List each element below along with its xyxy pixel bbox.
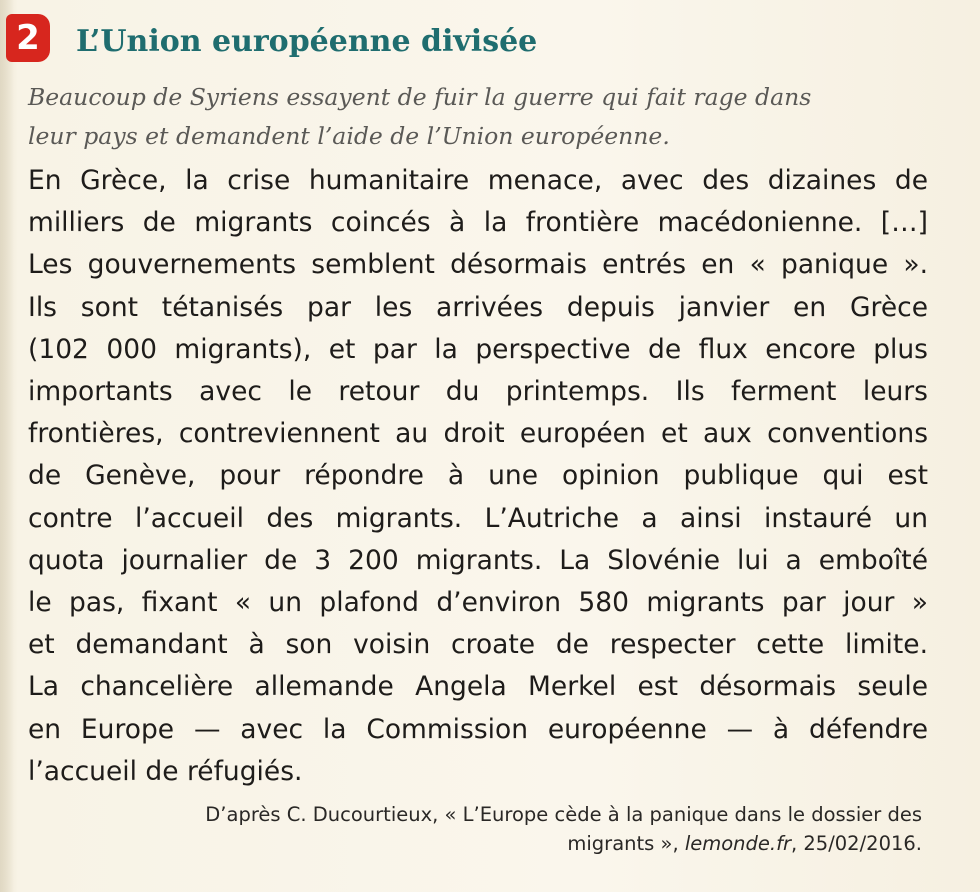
body-line: En Grèce, la crise humanitaire menace, avec des dizaines de — [28, 165, 928, 196]
body-line: en Europe — avec la Commission européenne — à défendre — [28, 713, 928, 745]
body-line: et demandant à son voisin croate de respecter cette limite. — [28, 629, 928, 661]
source-date: , 25/02/2016. — [791, 832, 922, 855]
body-line: de Genève, pour répondre à une opinion publique qui est — [28, 460, 928, 492]
document-title: L’Union européenne divisée — [76, 24, 538, 59]
chapeau-introduction — [28, 78, 928, 156]
body-line: quota journalier de 3 200 migrants. La Slovénie lui a emboîté — [28, 544, 928, 576]
chapeau-line: leur pays et demandent l’aide de l’Union européenne. — [28, 122, 670, 150]
body-line: (102 000 migrants), et par la perspective de flux encore plus — [28, 333, 928, 365]
chapeau-line: Beaucoup de Syriens essayent de fuir la guerre qui fait rage dans — [28, 83, 812, 111]
source-website: lemonde.fr — [684, 832, 791, 855]
article-body — [28, 160, 928, 793]
body-line: l’accueil de réfugiés. — [28, 755, 303, 787]
body-line: le pas, fixant « un plafond d’environ 580 migrants par jour » — [28, 587, 928, 619]
page-edge-shadow — [0, 0, 14, 892]
body-line: milliers de migrants coincés à la frontière macédonienne. […] — [28, 207, 928, 239]
source-citation — [22, 800, 922, 858]
body-line: importants avec le retour du printemps. Ils ferment leurs — [28, 376, 928, 408]
body-line: La chancelière allemande Angela Merkel est désormais seule — [28, 671, 928, 703]
source-line-1: D’après C. Ducourtieux, « L’Europe cède à la panique dans le dossier des — [205, 803, 922, 826]
body-line: Ils sont tétanisés par les arrivées depuis janvier en Grèce — [28, 291, 928, 323]
source-prefix: migrants », — [567, 832, 685, 855]
body-line: contre l’accueil des migrants. L’Autriche a ainsi instauré un — [28, 502, 928, 534]
body-line: frontières, contreviennent au droit européen et aux conventions — [28, 418, 928, 450]
document-number-badge: 2 — [6, 14, 50, 62]
source-line-2 — [22, 829, 922, 858]
body-line: Les gouvernements semblent désormais entrés en « panique ». — [28, 249, 928, 281]
